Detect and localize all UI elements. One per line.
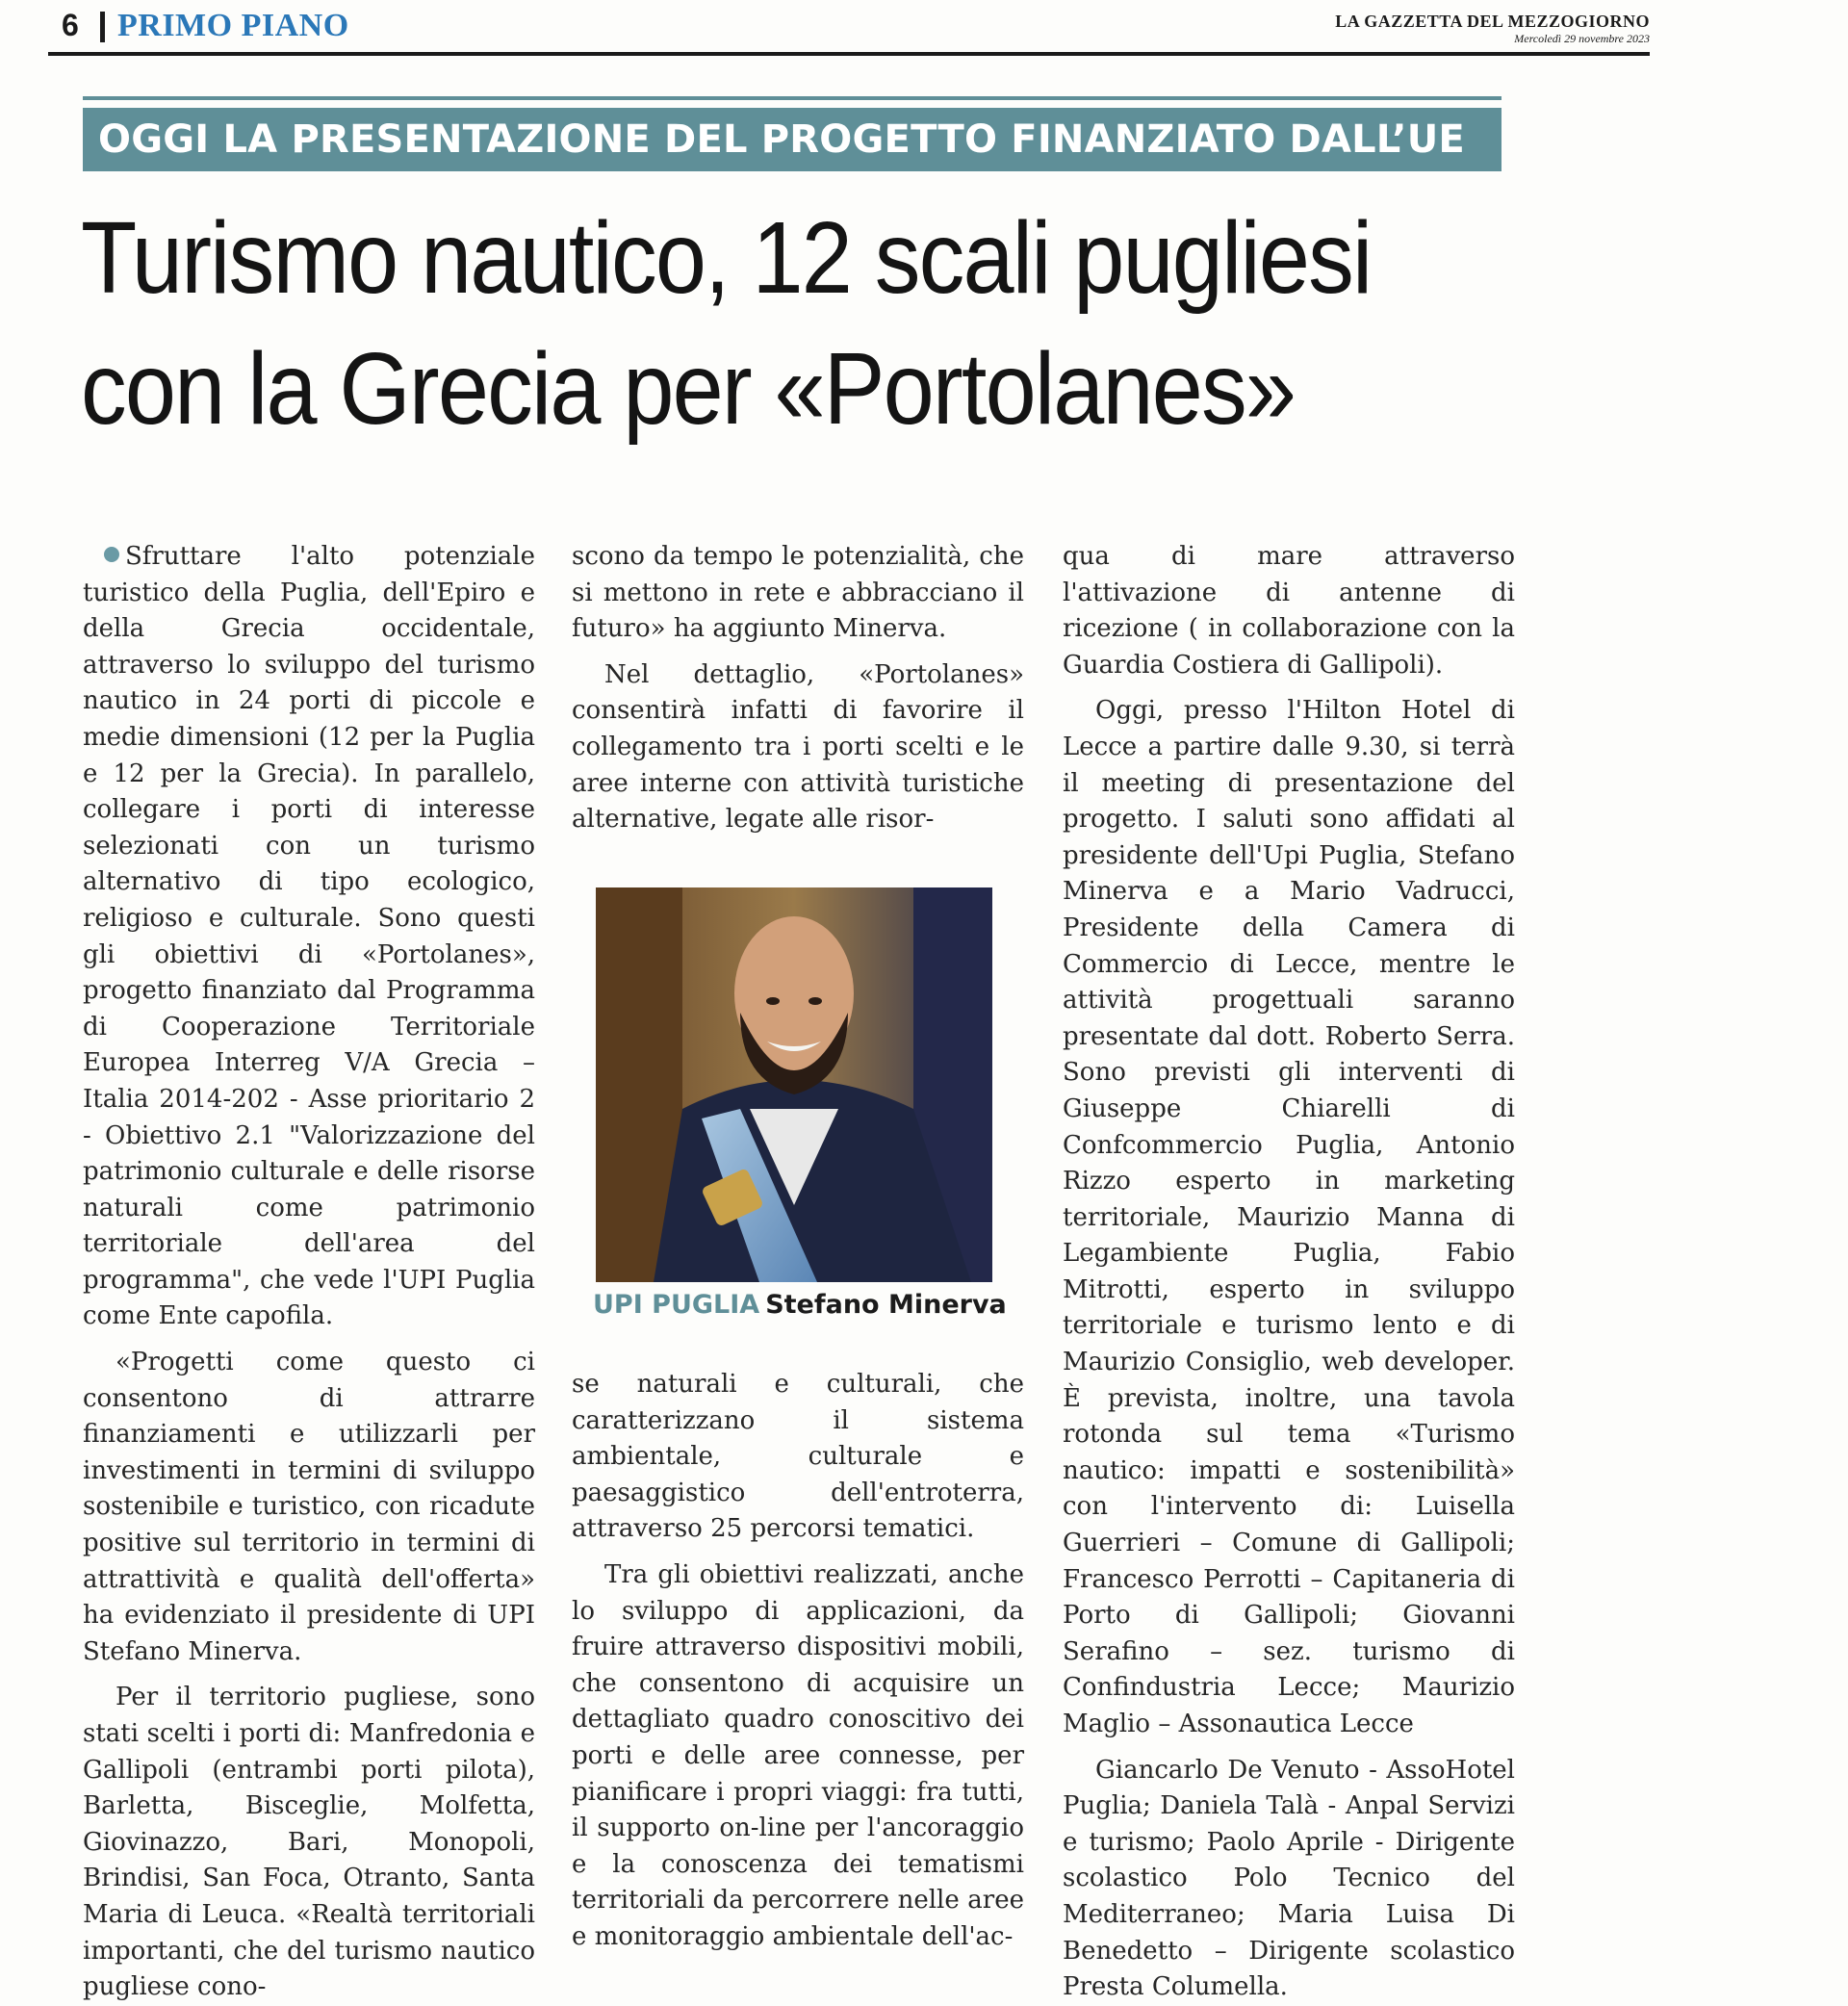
- paragraph-text: Sfruttare l'alto potenziale turistico della Puglia, dell'Epiro e della Grecia occidentale, attraverso lo sviluppo del turismo nautico in 24 porti di piccole e medie dimensioni (12 per la Puglia e 12 per la Grecia). In parallelo, collegare i porti di interesse selezionati con un turismo alternativo di tipo ecologico, religioso e culturale. Sono questi gli obiettivi di «Portolanes», progetto finanziato dal Programma di Cooperazione Territoriale Europea Interreg V/A Grecia – Italia 2014-202 - Asse prioritario 2 - Obiettivo 2.1 "Valorizzazione del patrimonio culturale e delle risorse naturali come patrimonio territoriale dell'area del programma", che vede l'UPI Puglia come Ente capofila.: [83, 542, 535, 1331]
- article-column-1: [83, 539, 535, 2006]
- portrait-photo: [596, 887, 992, 1282]
- page-number-separator: [100, 12, 105, 42]
- article-headline: [81, 193, 1380, 454]
- column-2-paragraph-3: se naturali e culturali, che caratterizzano il sistema ambientale, culturale e paesaggistico dell'entroterra, attraverso 25 percorsi tematici.: [572, 1370, 1024, 1544]
- article-kicker: OGGI LA PRESENTAZIONE DEL PROGETTO FINANZIATO DALL’UE: [83, 108, 1502, 171]
- headline-line-2: con la Grecia per «Portolanes»: [81, 332, 1296, 446]
- column-3-paragraph-2: Oggi, presso l'Hilton Hotel di Lecce a partire dalle 9.30, si terrà il meeting di presentazione del progetto. I saluti sono affidati al presidente dell'Upi Puglia, Stefano Minerva e a Mario Vadrucci, Presidente della Camera di Commercio di Lecce, mentre le attività progettuali saranno presentate dal dott. Roberto Serra. Sono previsti gli interventi di Giuseppe Chiarelli di Confcommercio Puglia, Antonio Rizzo esperto in marketing territoriale, Maurizio Manna di Legambiente Puglia, Fabio Mitrotti, esperto in sviluppo territoriale e turismo lento e di Maurizio Consiglio, web developer. È prevista, inoltre, una tavola rotonda sul tema «Turismo nautico: impatti e sostenibilità» con l'intervento di: Luisella Guerrieri – Comune di Gallipoli; Francesco Perrotti – Capitaneria di Porto di Gallipoli; Giovanni Serafino – sez. turismo di Confindustria Lecce; Maurizio Maglio – Assonautica Lecce: [1063, 696, 1515, 1738]
- caption-name: Stefano Minerva: [765, 1290, 1007, 1320]
- kicker-rule: [83, 96, 1502, 100]
- caption-label: UPI PUGLIA: [593, 1290, 760, 1320]
- column-1-paragraph-3: Per il territorio pugliese, sono stati scelti i porti di: Manfredonia e Gallipoli (entrambi porti pilota), Barletta, Bisceglie, Molfetta, Giovinazzo, Bari, Monopoli, Brindisi, San Foca, Otranto, Santa Maria di Leuca. «Realtà territoriali importanti, che del turismo nautico pugliese cono-: [83, 1683, 535, 2002]
- page-header: [48, 6, 1650, 56]
- column-1-paragraph-1: [83, 539, 535, 1335]
- issue-date: Mercoledì 29 novembre 2023: [1514, 32, 1650, 45]
- portrait-image: [596, 887, 992, 1282]
- page-number: 6: [62, 8, 79, 42]
- column-3-paragraph-3: Giancarlo De Venuto - AssoHotel Puglia; Daniela Talà - Anpal Servizi e turismo; Paolo Aprile - Dirigente scolastico Polo Tecnico del Mediterraneo; Maria Luisa Di Benedetto – Dirigente scolastico Presta Columella.: [1063, 1755, 1515, 2002]
- column-2-paragraph-2: Nel dettaglio, «Portolanes» consentirà infatti di favorire il collegamento tra i porti scelti e le aree interne con attività turistiche alternative, legate alle risor-: [572, 659, 1024, 835]
- column-2-paragraph-1: scono da tempo le potenzialità, che si mettono in rete e abbracciano il futuro» ha aggiunto Minerva.: [572, 542, 1024, 644]
- column-2-paragraph-4: Tra gli obiettivi realizzati, anche lo sviluppo di applicazioni, da fruire attraverso dispositivi mobili, che consentono di acquisire un dettagliato quadro conoscitivo dei porti e delle aree connesse, per pianificare i propri viaggi: fra tutti, il supporto on-line per l'ancoraggio e la conoscenza dei tematismi territoriali da percorrere nelle aree e monitoraggio ambientale dell'ac-: [572, 1559, 1024, 1951]
- bullet-icon: [104, 547, 119, 562]
- article-column-2: [572, 539, 1024, 838]
- article-column-2-lower: [572, 1367, 1024, 1956]
- newspaper-masthead: LA GAZZETTA DEL MEZZOGIORNO: [1335, 12, 1650, 31]
- headline-line-1: Turismo nautico, 12 scali pugliesi: [81, 201, 1372, 315]
- section-title: PRIMO PIANO: [117, 8, 349, 43]
- column-1-paragraph-2: «Progetti come questo ci consentono di attrarre finanziamenti e utilizzarli per investimenti in termini di sviluppo sostenibile e turistico, con ricadute positive sul territorio in termini di attrattività e qualità dell'offerta» ha evidenziato il presidente di UPI Stefano Minerva.: [83, 1348, 535, 1666]
- article-column-3: [1063, 539, 1515, 2006]
- photo-caption: [593, 1290, 1007, 1320]
- column-3-paragraph-1: qua di mare attraverso l'attivazione di antenne di ricezione ( in collaborazione con la Guardia Costiera di Gallipoli).: [1063, 542, 1515, 680]
